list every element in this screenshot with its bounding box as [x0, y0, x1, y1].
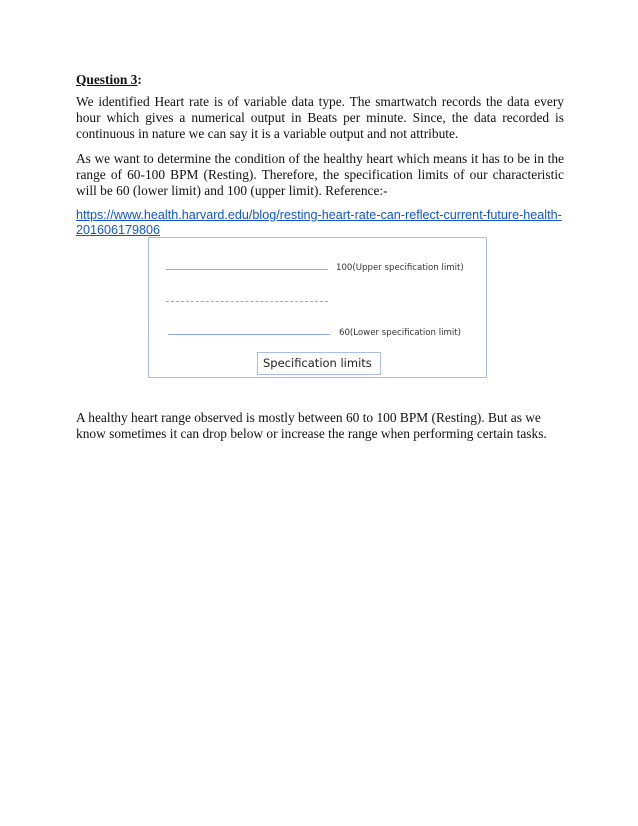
paragraph-healthy-range: A healthy heart range observed is mostly between 60 to 100 BPM (Resting). But as we know sometimes it can drop below or increase the range when performing certain tasks.: [76, 410, 547, 441]
question-heading-colon: :: [137, 72, 142, 87]
reference-link[interactable]: https://www.health.harvard.edu/blog/resting-heart-rate-can-reflect-current-future-health-201606179806: [76, 208, 562, 237]
paragraph-spec-limits: As we want to determine the condition of the healthy heart which means it has to be in the range of 60-100 BPM (Resting). Therefore, the specification limits of our characteristic will be 60 (lower limit) and 100 (upper limit). Reference:-: [76, 151, 564, 198]
paragraph-data-type: We identified Heart rate is of variable data type. The smartwatch records the data every hour which gives a numerical output in Beats per minute. Since, the data recorded is continuous in nature we can say it is a variable output and not attribute.: [76, 94, 564, 141]
diagram-caption: Specification limits: [257, 352, 381, 375]
upper-limit-line: [166, 269, 328, 270]
lower-limit-line: [168, 334, 330, 335]
upper-limit-label: 100(Upper specification limit): [336, 263, 464, 273]
specification-limits-diagram: [148, 237, 487, 378]
question-heading-label: Question 3: [76, 72, 138, 87]
document-body: [76, 72, 564, 244]
question-heading: [76, 72, 564, 88]
lower-limit-label: 60(Lower specification limit): [339, 328, 461, 338]
center-dashed-line: [166, 301, 328, 302]
